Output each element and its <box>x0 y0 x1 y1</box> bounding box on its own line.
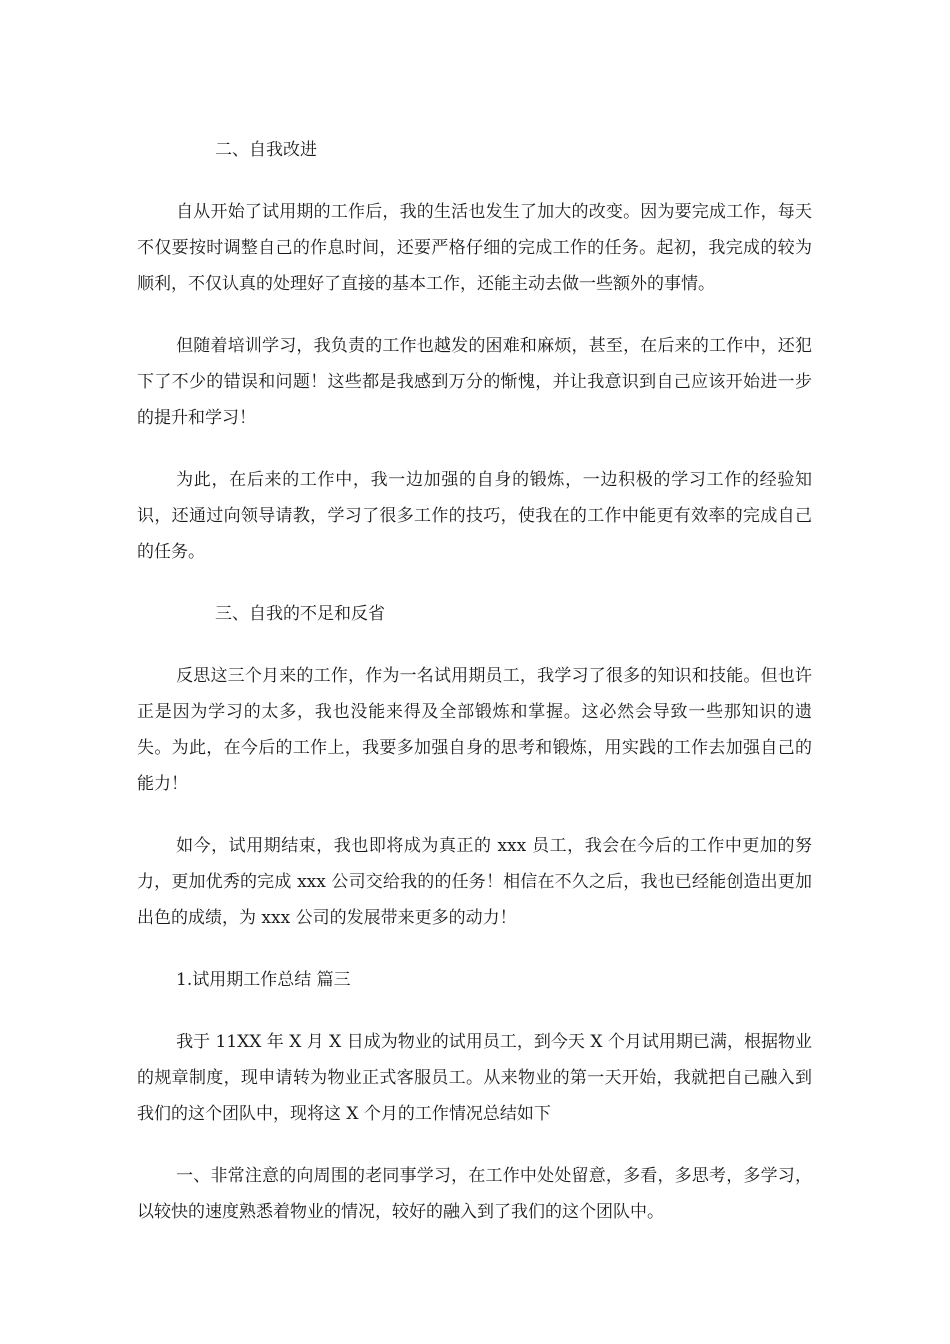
paragraph: 如今，试用期结束，我也即将成为真正的 xxx 员工，我会在今后的工作中更加的努力，更加优秀的完成 xxx 公司交给我的的任务！相信在不久之后，我也已经能创造出更加出色的成绩，为 xxx 公司的发展带来更多的动力！ <box>137 836 812 928</box>
paragraph: 自从开始了试用期的工作后，我的生活也发生了加大的改变。因为要完成工作，每天不仅要按时调整自己的作息时间，还要严格仔细的完成工作的任务。起初，我完成的较为顺利，不仅认真的处理好了直接的基本工作，还能主动去做一些额外的事情。 <box>137 202 812 294</box>
paragraph: 一、非常注意的向周围的老同事学习，在工作中处处留意，多看，多思考，多学习，以较快的速度熟悉着物业的情况，较好的融入到了我们的这个团队中。 <box>137 1166 812 1222</box>
paragraph: 我于 11XX 年 X 月 X 日成为物业的试用员工，到今天 X 个月试用期已满，根据物业的规章制度，现申请转为物业正式客服员工。从来物业的第一天开始，我就把自己融入到我们的这个团队中，现将这 X 个月的工作情况总结如下 <box>137 1032 812 1124</box>
paragraph: 但随着培训学习，我负责的工作也越发的困难和麻烦，甚至，在后来的工作中，还犯下了不少的错误和问题！这些都是我感到万分的惭愧，并让我意识到自己应该开始进一步的提升和学习！ <box>137 336 812 428</box>
section-heading-self-improvement: 二、自我改进 <box>215 140 317 160</box>
article-subheading: 1.试用期工作总结 篇三 <box>176 970 351 990</box>
paragraph: 反思这三个月来的工作，作为一名试用期员工，我学习了很多的知识和技能。但也许正是因为学习的太多，我也没能来得及全部锻炼和掌握。这必然会导致一些那知识的遗失。为此，在今后的工作上，我要多加强自身的思考和锻炼，用实践的工作去加强自己的能力！ <box>137 666 812 794</box>
section-heading-shortcomings: 三、自我的不足和反省 <box>215 604 385 624</box>
paragraph: 为此，在后来的工作中，我一边加强的自身的锻炼，一边积极的学习工作的经验知识，还通过向领导请教，学习了很多工作的技巧，使我在的工作中能更有效率的完成自己的任务。 <box>137 470 812 562</box>
document-body <box>137 132 812 1256</box>
